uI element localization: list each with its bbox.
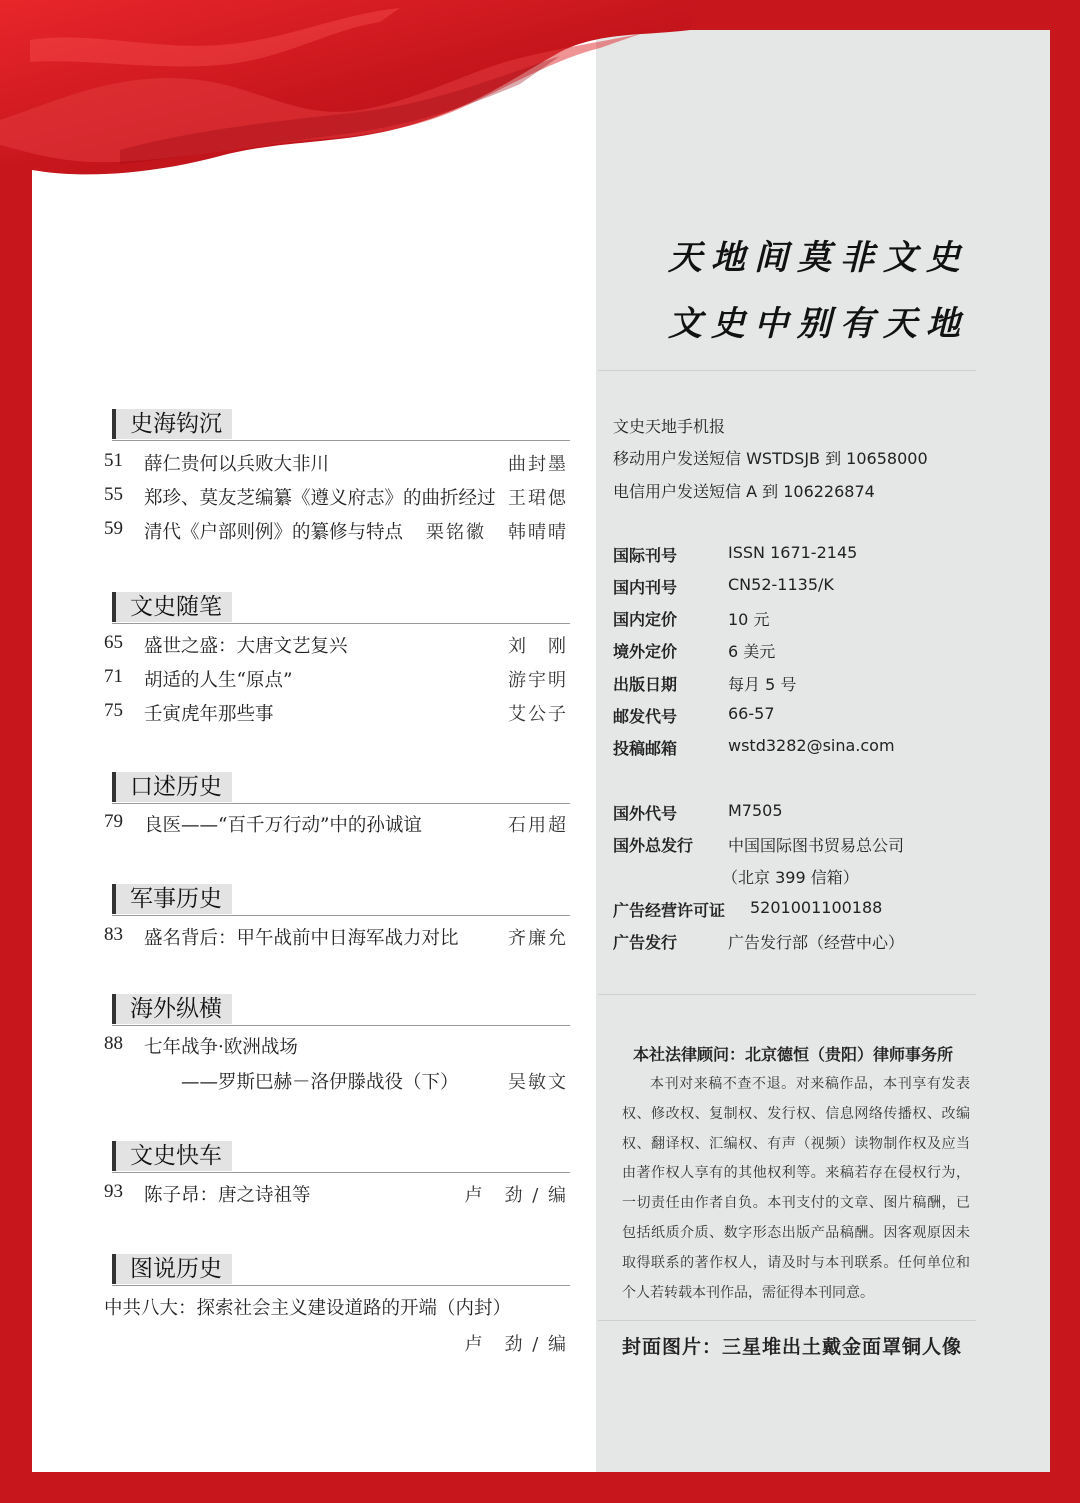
toc-entry[interactable] bbox=[104, 1033, 570, 1063]
author: 齐廉允 bbox=[508, 928, 568, 949]
article-title: 七年战争·欧洲战场 bbox=[144, 1037, 298, 1058]
info-label: 广告发行 bbox=[613, 933, 678, 952]
article-title: 中共八大：探索社会主义建设道路的开端（内封） bbox=[104, 1298, 512, 1319]
info-value: 广告发行部（经营中心） bbox=[728, 933, 905, 952]
section-header bbox=[112, 409, 570, 441]
toc-entry[interactable] bbox=[104, 1294, 570, 1324]
author: 王珺偲 bbox=[508, 488, 568, 509]
section-title: 图说历史 bbox=[112, 1254, 232, 1284]
page-number: 51 bbox=[104, 450, 123, 471]
toc-entry[interactable] bbox=[104, 666, 570, 696]
page-number: 65 bbox=[104, 632, 123, 653]
info-value: ISSN 1671-2145 bbox=[728, 543, 858, 562]
legal-notice: 本刊对来稿不查不退。对来稿作品，本刊享有发表权、修改权、复制权、发行权、信息网络传播权、改编权、翻译权、汇编权、有声（视频）读物制作权及应当由著作权人享有的其他权利等。来稿若存在侵权行为，一切责任由作者自负。本刊支付的文章、图片稿酬，已包括纸质介质、数字形态出版产品稿酬。因客观原因未取得联系的著作权人，请及时与本刊联系。任何单位和个人若转载本刊作品，需征得本刊同意。 bbox=[622, 1076, 970, 1301]
page-number: 75 bbox=[104, 700, 123, 721]
author: 曲封墨 bbox=[508, 454, 568, 475]
cover-caption: 封面图片：三星堆出土戴金面罩铜人像 bbox=[622, 1336, 963, 1358]
info-label: 国内刊号 bbox=[613, 578, 678, 597]
info-label: 境外定价 bbox=[613, 642, 678, 661]
toc-entry[interactable] bbox=[104, 700, 570, 730]
info-label: 广告经营许可证 bbox=[613, 901, 726, 920]
section-title: 口述历史 bbox=[112, 772, 232, 802]
divider bbox=[598, 370, 976, 371]
info-value: 5201001100188 bbox=[750, 898, 883, 917]
page-number: 79 bbox=[104, 811, 123, 832]
section-header bbox=[112, 1254, 570, 1286]
slogan-line-1: 天地间莫非文史 bbox=[668, 238, 969, 278]
author: 游宇明 bbox=[508, 670, 568, 691]
toc-entry[interactable] bbox=[104, 924, 570, 954]
article-title: 胡适的人生“原点” bbox=[144, 670, 293, 691]
article-title: 壬寅虎年那些事 bbox=[144, 704, 274, 725]
page-number: 88 bbox=[104, 1033, 123, 1054]
article-title: 薛仁贵何以兵败大非川 bbox=[144, 454, 330, 475]
article-title: 盛世之盛：大唐文艺复兴 bbox=[144, 636, 348, 657]
red-flag-decoration bbox=[0, 0, 700, 210]
author: 栗铭徽 bbox=[426, 522, 486, 543]
page-number: 83 bbox=[104, 924, 123, 945]
article-subtitle: ——罗斯巴赫－洛伊滕战役（下） bbox=[144, 1072, 459, 1093]
info-value: 中国国际图书贸易总公司 bbox=[728, 836, 905, 855]
info-label: 投稿邮箱 bbox=[613, 739, 678, 758]
divider bbox=[598, 994, 976, 995]
section-header bbox=[112, 772, 570, 804]
info-value: （北京 399 信箱） bbox=[722, 868, 859, 887]
section-header bbox=[112, 1141, 570, 1173]
mobile-line: 电信用户发送短信 A 到 106226874 bbox=[613, 482, 875, 501]
info-label: 邮发代号 bbox=[613, 707, 678, 726]
info-value: 6 美元 bbox=[728, 642, 776, 661]
section-header bbox=[112, 884, 570, 916]
toc-entry[interactable] bbox=[104, 450, 570, 480]
author: 卢 劲 / 编 bbox=[464, 1334, 568, 1355]
author: 石用超 bbox=[508, 815, 568, 836]
page-number: 71 bbox=[104, 666, 123, 687]
email-value[interactable]: wstd3282@sina.com bbox=[728, 736, 895, 755]
author: 韩晴晴 bbox=[508, 522, 568, 543]
section-title: 文史快车 bbox=[112, 1141, 232, 1171]
info-value: 每月 5 号 bbox=[728, 675, 797, 694]
info-label: 国外代号 bbox=[613, 804, 678, 823]
legal-advisor: 本社法律顾问：北京德恒（贵阳）律师事务所 bbox=[633, 1045, 954, 1064]
toc-entry[interactable] bbox=[104, 518, 570, 548]
article-title: 陈子昂：唐之诗祖等 bbox=[144, 1185, 311, 1206]
author: 艾公子 bbox=[508, 704, 568, 725]
toc-entry[interactable] bbox=[104, 1068, 570, 1098]
info-value: M7505 bbox=[728, 801, 783, 820]
info-value: 10 元 bbox=[728, 610, 770, 629]
toc-entry[interactable] bbox=[104, 811, 570, 841]
article-title: 良医——“百千万行动”中的孙诚谊 bbox=[144, 815, 422, 836]
page-number: 59 bbox=[104, 518, 123, 539]
toc-entry[interactable] bbox=[104, 632, 570, 662]
info-label: 国际刊号 bbox=[613, 546, 678, 565]
info-label: 出版日期 bbox=[613, 675, 678, 694]
toc-entry bbox=[104, 1330, 570, 1360]
author: 卢 劲 / 编 bbox=[464, 1185, 568, 1206]
section-title: 史海钩沉 bbox=[112, 409, 232, 439]
toc-entry[interactable] bbox=[104, 1181, 570, 1211]
article-title: 郑珍、莫友芝编纂《遵义府志》的曲折经过 bbox=[144, 488, 496, 509]
info-label: 国内定价 bbox=[613, 610, 678, 629]
section-title: 文史随笔 bbox=[112, 592, 232, 622]
section-header bbox=[112, 592, 570, 624]
divider bbox=[598, 1320, 976, 1321]
info-value: 66-57 bbox=[728, 704, 775, 723]
article-title: 清代《户部则例》的纂修与特点 bbox=[144, 522, 404, 543]
page-number: 55 bbox=[104, 484, 123, 505]
page-number: 93 bbox=[104, 1181, 123, 1202]
info-value: CN52-1135/K bbox=[728, 575, 834, 594]
mobile-line: 移动用户发送短信 WSTDSJB 到 10658000 bbox=[613, 449, 928, 468]
author: 吴敏文 bbox=[508, 1072, 568, 1093]
mobile-title: 文史天地手机报 bbox=[613, 417, 726, 436]
info-label: 国外总发行 bbox=[613, 836, 694, 855]
article-title: 盛名背后：甲午战前中日海军战力对比 bbox=[144, 928, 459, 949]
toc-entry[interactable] bbox=[104, 484, 570, 514]
section-header bbox=[112, 994, 570, 1026]
author: 刘 刚 bbox=[508, 636, 568, 657]
section-title: 军事历史 bbox=[112, 884, 232, 914]
slogan-line-2: 文史中别有天地 bbox=[668, 304, 969, 344]
section-title: 海外纵横 bbox=[112, 994, 232, 1024]
